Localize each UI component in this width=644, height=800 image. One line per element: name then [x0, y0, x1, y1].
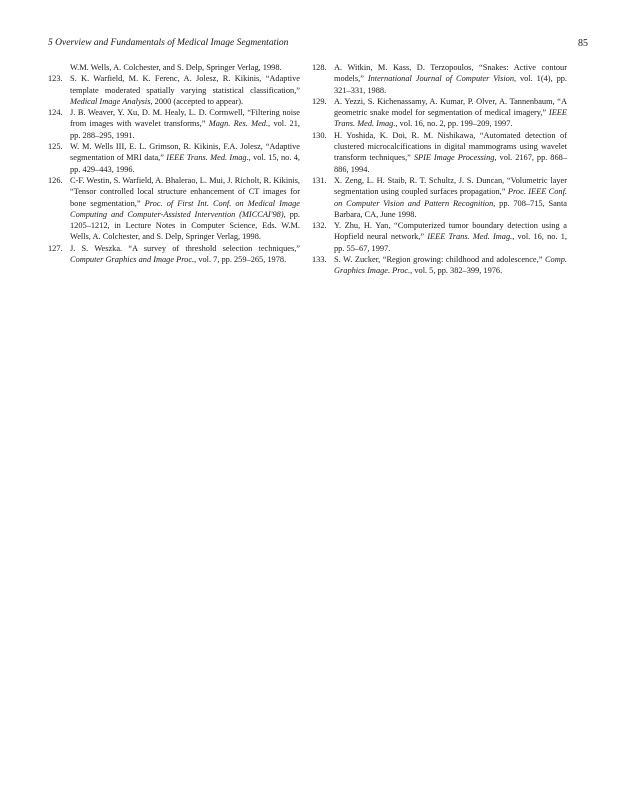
reference-number: 131.: [312, 175, 327, 185]
reference-segment: , vol. 5, pp. 382–399, 1976.: [410, 266, 503, 276]
reference-segment: J. S. Weszka. “A survey of threshold selection techniques,”: [70, 243, 300, 253]
reference-text: [70, 107, 300, 141]
reference-text: [334, 254, 567, 277]
reference-segment: , 2000 (accepted to appear).: [150, 96, 244, 106]
reference-segment: , vol. 21, pp. 288–295, 1991.: [70, 119, 300, 140]
reference-entry: [48, 175, 300, 243]
chapter-title: 5 Overview and Fundamentals of Medical Image Segmentation: [48, 38, 289, 48]
reference-entry: [312, 62, 567, 96]
reference-text: [70, 175, 300, 243]
reference-text: [334, 175, 567, 220]
reference-entry: [312, 175, 567, 220]
reference-source: Magn. Res. Med.: [208, 119, 269, 129]
reference-text: [334, 220, 567, 254]
reference-source: Proc. IEEE Conf. on Computer Vision and Pattern Recognition: [334, 187, 567, 208]
reference-segment: , vol. 1(4), pp. 321–331, 1988.: [334, 74, 567, 95]
reference-number: 124.: [48, 108, 63, 118]
reference-segment: W.M. Wells, A. Colchester, and S. Delp, Springer Verlag, 1998.: [70, 63, 282, 72]
reference-number: 129.: [312, 96, 327, 106]
reference-segment: C-F. Westin, S. Warfield, A. Bhalerao, L. Mui, J. Richolt, R. Kikinis, “Tensor controlled local structure enhancement of CT images for bone segmentation,”: [70, 175, 300, 208]
reference-number: 133.: [312, 255, 327, 265]
reference-segment: Y. Zhu, H. Yan, “Computerized tumor boundary detection using a Hopfield neural network,”: [334, 221, 567, 242]
reference-segment: H. Yoshida, K. Doi, R. M. Nishikawa, “Automated detection of clustered microcalcifications in digital mammograms using wavelet transform techniques,”: [334, 130, 567, 163]
reference-segment: S. K. Warfield, M. K. Ferenc, A. Jolesz, R. Kikinis, “Adaptive template moderated spatially varying statistical classification,”: [70, 74, 300, 95]
reference-entry: [312, 96, 567, 130]
reference-entry: [312, 130, 567, 175]
reference-number: 125.: [48, 142, 63, 152]
reference-column-right: [312, 62, 567, 277]
reference-entry: [312, 254, 567, 277]
reference-source: Proc. of First Int. Conf. on Medical Image Computing and Computer-Assisted Intervention (MICCAI'98): [70, 198, 301, 219]
reference-segment: , vol. 2167, pp. 868–886, 1994.: [334, 153, 567, 174]
reference-segment: , vol. 16, no. 2, pp. 199–209, 1997.: [395, 119, 513, 129]
reference-segment: , vol. 15, no. 4, pp. 429–443, 1996.: [70, 153, 301, 174]
reference-entry: [48, 107, 300, 141]
reference-entry: [48, 243, 300, 266]
reference-segment: , vol. 7, pp. 259–265, 1978.: [194, 255, 287, 265]
reference-segment: S. W. Zucker, “Region growing: childhood and adolescence,”: [334, 255, 545, 265]
reference-source: IEEE Trans. Med. Imag.: [427, 232, 513, 242]
reference-number: 123.: [48, 74, 63, 84]
reference-number: 130.: [312, 130, 327, 140]
reference-text: [334, 62, 567, 96]
reference-number: 128.: [312, 63, 327, 72]
reference-segment: A. Yezzi, S. Kichenassamy, A. Kumar, P. Olver, A. Tannenbaum, “A geometric snake model for segmentation of medical imagery,”: [334, 96, 567, 118]
reference-text: [70, 62, 300, 73]
reference-entry: [48, 141, 300, 175]
reference-number: 127.: [48, 243, 63, 253]
reference-entry: [48, 62, 300, 73]
reference-source: IEEE Trans. Med. Imag.: [166, 153, 249, 163]
reference-source: International Journal of Computer Vision: [367, 74, 515, 84]
reference-source: SPIE Image Processing: [413, 153, 495, 163]
page-number: 85: [578, 38, 588, 49]
reference-segment: , pp. 708–715, Santa Barbara, CA, June 1998.: [334, 198, 567, 219]
reference-text: [70, 73, 300, 107]
reference-source: Computer Graphics and Image Proc.: [70, 255, 195, 265]
reference-number: 132.: [312, 221, 327, 231]
reference-text: [70, 141, 300, 175]
reference-segment: W. M. Wells III, E. L. Grimson, R. Kikinis, F.A. Jolesz, “Adaptive segmentation of MRI data,”: [70, 142, 300, 163]
reference-segment: J. B. Weaver, Y. Xu, D. M. Healy, L. D. Cormwell, “Filtering noise from images with wavelet transforms,”: [70, 108, 300, 129]
reference-segment: X. Zeng, L. H. Staib, R. T. Schultz, J. S. Duncan, “Volumetric layer segmentation using coupled surfaces propagation,”: [334, 175, 567, 197]
reference-segment: , pp. 1205–1212, in Lecture Notes in Computer Science, Eds. W.M. Wells, A. Colchester, and S. Delp, Springer Verlag, 1998.: [70, 209, 300, 242]
reference-source: Medical Image Analysis: [70, 96, 151, 106]
reference-number: 126.: [48, 175, 63, 185]
reference-column-left: [48, 62, 300, 265]
reference-text: [70, 243, 300, 266]
reference-text: [334, 96, 567, 130]
running-header: [48, 38, 588, 52]
reference-text: [334, 130, 567, 175]
reference-segment: , vol. 16, no. 1, pp. 55–67, 1997.: [334, 232, 568, 253]
reference-entry: [48, 73, 300, 107]
reference-segment: A. Witkin, M. Kass, D. Terzopoulos, “Snakes: Active contour models,”: [334, 63, 567, 84]
reference-entry: [312, 220, 567, 254]
reference-source: Comp. Graphics Image. Proc.: [334, 255, 567, 276]
reference-source: IEEE Trans. Med. Imag.: [334, 108, 567, 129]
